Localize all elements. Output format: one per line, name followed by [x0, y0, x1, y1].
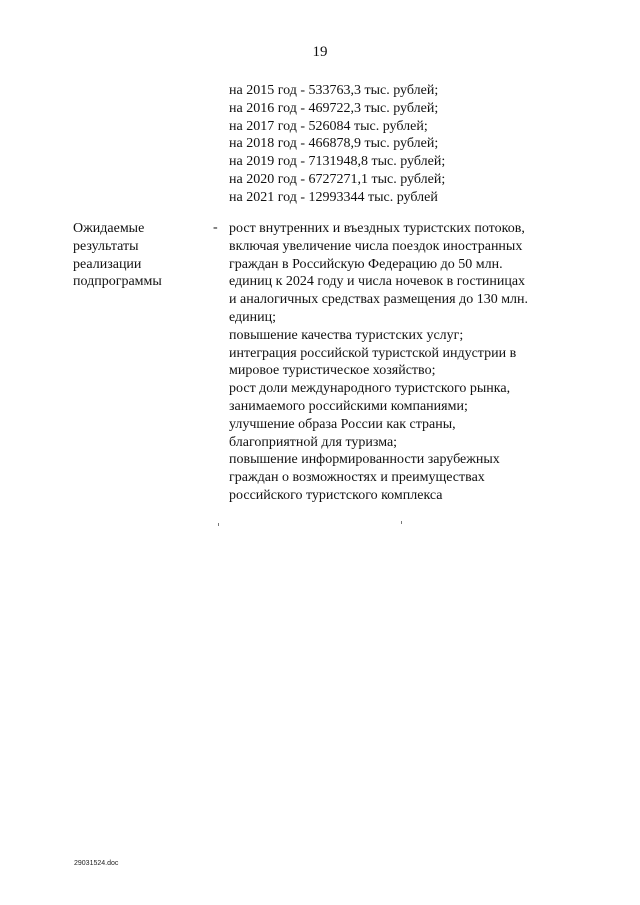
funding-line-2016: на 2016 год - 469722,3 тыс. рублей;: [229, 100, 439, 116]
funding-line-2020: на 2020 год - 6727271,1 тыс. рублей;: [229, 171, 446, 187]
separator-dash: -: [213, 220, 218, 235]
results-line: рост внутренних и въездных туристских потоков,: [229, 221, 525, 236]
results-line: мировое туристическое хозяйство;: [229, 363, 436, 379]
funding-line-2018: на 2018 год - 466878,9 тыс. рублей;: [229, 136, 439, 152]
funding-line-2015: на 2015 год - 533763,3 тыс. рублей;: [229, 83, 439, 98]
page-number: 19: [312, 44, 328, 60]
results-line: благоприятной для туризма;: [229, 434, 398, 450]
funding-by-year-list: [229, 82, 445, 207]
scan-speck: [218, 523, 219, 526]
results-line: включая увеличение числа поездок иностранных: [229, 238, 523, 254]
results-line: единиц к 2024 году и числа ночевок в гостиницах: [229, 274, 526, 290]
results-line: интеграция российской туристской индустрии в: [229, 345, 517, 361]
expected-results-text: [229, 220, 569, 505]
results-line: улучшение образа России как страны,: [229, 416, 456, 432]
results-line: единиц;: [229, 309, 277, 325]
results-line: рост доли международного туристского рынка,: [229, 381, 511, 397]
document-file-code: 29031524.doc: [74, 860, 119, 867]
funding-line-2021: на 2021 год - 12993344 тыс. рублей: [229, 189, 438, 205]
label-line: результаты: [73, 238, 139, 254]
funding-line-2019: на 2019 год - 7131948,8 тыс. рублей;: [229, 154, 446, 170]
label-line: Ожидаемые: [73, 221, 145, 236]
results-line: повышение информированности зарубежных: [229, 452, 500, 468]
expected-results-label: [73, 220, 193, 291]
results-line: повышение качества туристских услуг;: [229, 327, 464, 343]
label-line: подпрограммы: [73, 274, 162, 290]
funding-line-2017: на 2017 год - 526084 тыс. рублей;: [229, 118, 428, 134]
results-line: и аналогичных средствах размещения до 130 млн.: [229, 292, 529, 308]
results-line: российского туристского комплекса: [229, 487, 443, 503]
results-line: граждан в Российскую Федерацию до 50 млн.: [229, 256, 503, 272]
label-line: реализации: [73, 256, 142, 272]
scan-speck: [401, 521, 402, 524]
results-line: занимаемого российскими компаниями;: [229, 398, 468, 414]
results-line: граждан о возможностях и преимуществах: [229, 470, 485, 486]
